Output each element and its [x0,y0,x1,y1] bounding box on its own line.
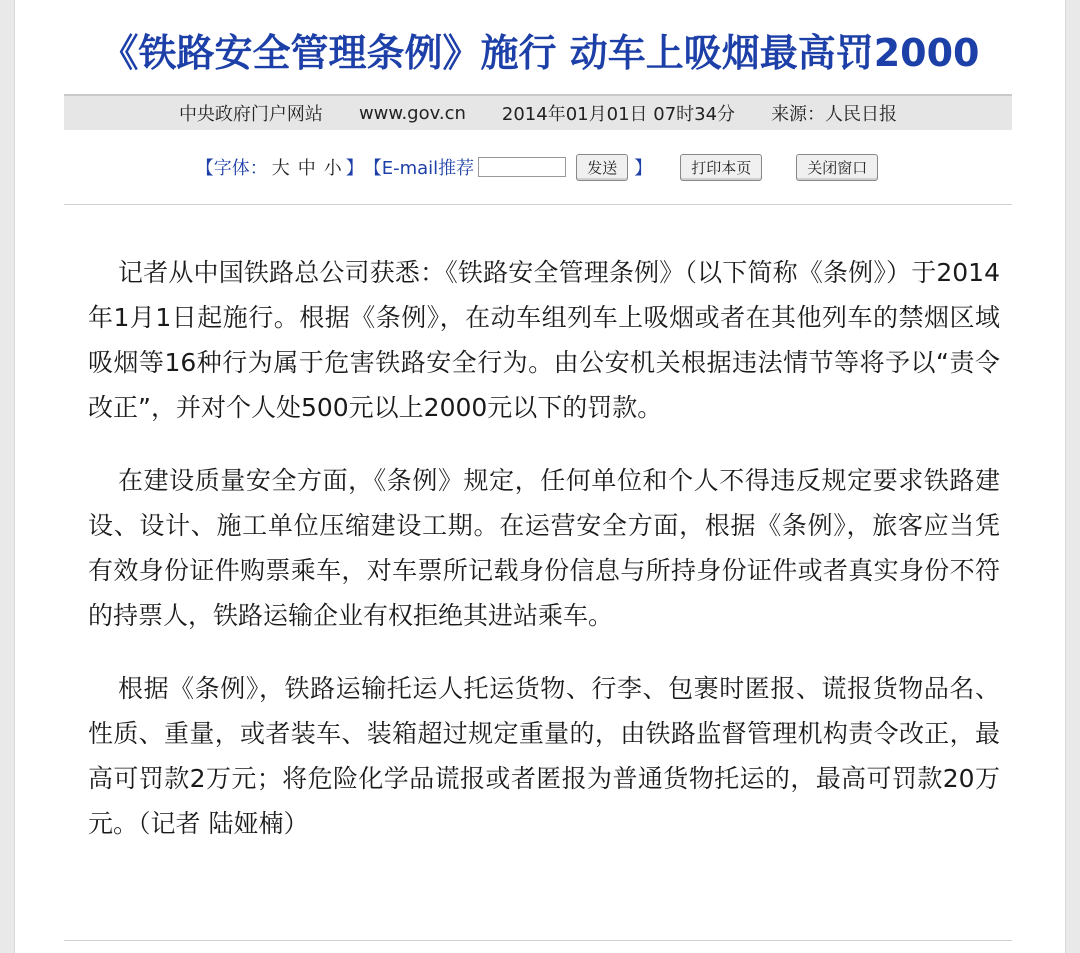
article-body [88,250,1000,874]
article-origin: 来源：人民日报 [771,104,898,125]
window-frame-left [0,0,15,953]
font-size-large-link[interactable]: 大 [271,158,290,179]
bracket-open: 【 [363,158,382,179]
bracket-close: 】 [345,158,364,179]
send-button[interactable]: 发送 [576,154,628,181]
bracket-open: 【 [195,158,214,179]
footer-divider [64,940,1012,941]
window-frame-right [1065,0,1080,953]
email-input[interactable] [478,157,566,177]
bracket-close: 】 [634,158,653,179]
font-size-medium-link[interactable]: 中 [297,158,316,179]
article-paragraph: 记者从中国铁路总公司获悉：《铁路安全管理条例》（以下简称《条例》）于2014年1月1日起施行。根据《条例》，在动车组列车上吸烟或者在其他列车的禁烟区域吸烟等16种行为属于危害铁路安全行为。由公安机关根据违法情节等将予以“责令改正”，并对个人处500元以上2000元以下的罚款。 [88,258,1000,422]
close-window-button[interactable]: 关闭窗口 [796,154,878,181]
site-url: www.gov.cn [358,102,466,124]
article-paragraph: 在建设质量安全方面，《条例》规定，任何单位和个人不得违反规定要求铁路建设、设计、施工单位压缩建设工期。在运营安全方面，根据《条例》，旅客应当凭有效身份证件购票乘车，对车票所记载身份信息与所持身份证件或者真实身份不符的持票人，铁路运输企业有权拒绝其进站乘车。 [88,466,1000,630]
article-page [14,0,1066,953]
font-size-label: 字体： [213,158,268,179]
email-recommend-label: E-mail推荐 [381,158,475,179]
source-site: 中央政府门户网站 [178,104,323,125]
article-title: 《铁路安全管理条例》施行 动车上吸烟最高罚2000 [100,31,980,75]
print-page-button[interactable]: 打印本页 [680,154,762,181]
header-divider [64,204,1012,205]
publish-datetime: 2014年01月01日 07时34分 [501,104,736,125]
article-meta-bar [64,94,1012,130]
article-toolbar [14,150,1066,184]
article-paragraph: 根据《条例》，铁路运输托运人托运货物、行李、包裹时匿报、谎报货物品名、性质、重量，或者装车、装箱超过规定重量的，由铁路监督管理机构责令改正，最高可罚款2万元；将危险化学品谎报或者匿报为普通货物托运的，最高可罚款20万元。（记者 陆娅楠） [88,674,1000,838]
font-size-small-link[interactable]: 小 [323,158,342,179]
